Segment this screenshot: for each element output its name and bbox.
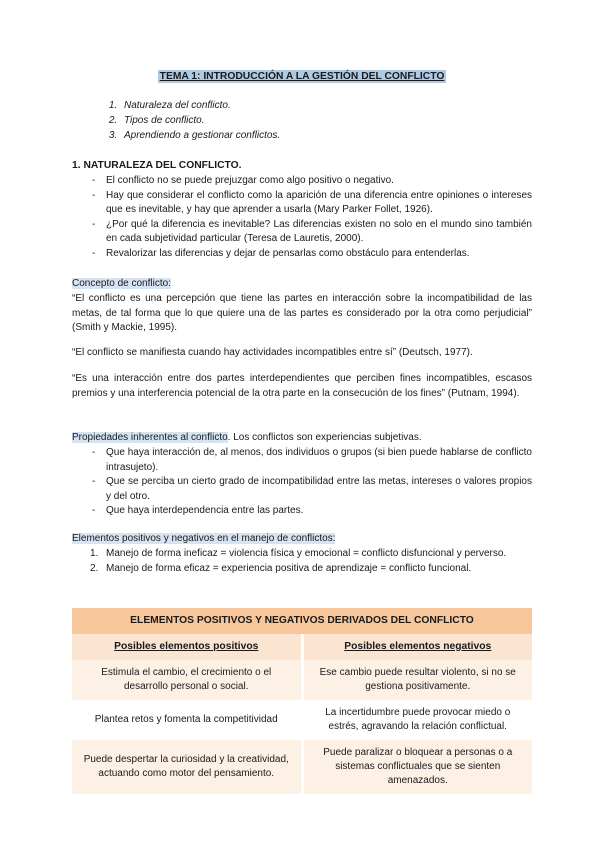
concept-label-line — [72, 277, 532, 292]
list-item: - El conflicto no se puede prejuzgar como algo positivo o negativo. — [72, 174, 532, 189]
table-cell: Ese cambio puede resultar violento, si no se gestiona positivamente. — [302, 660, 532, 700]
index-item: 1. Naturaleza del conflicto. — [120, 98, 280, 113]
list-item: - Que se perciba un cierto grado de incompatibilidad entre las metas, intereses o valores propios y del otro. — [72, 475, 532, 504]
document-title: TEMA 1: INTRODUCCIÓN A LA GESTIÓN DEL CONFLICTO — [159, 71, 445, 82]
nature-bullet-list — [72, 174, 532, 262]
properties-bullet-list — [72, 446, 532, 519]
column-header-positive: Posibles elementos positivos — [72, 634, 302, 660]
list-item: 2. Manejo de forma eficaz = experiencia positiva de aprendizaje = conflicto funcional. — [90, 562, 472, 574]
list-item: - Que haya interdependencia entre las partes. — [72, 504, 532, 519]
column-header-negative: Posibles elementos negativos — [302, 634, 532, 660]
elements-label-line — [72, 532, 532, 547]
properties-intro: Propiedades inherentes al conflicto. Los conflictos son experiencias subjetivas. — [72, 432, 422, 443]
list-item: - Hay que considerar el conflicto como la aparición de una diferencia entre opiniones o intereses que es inevitable, y hay que aprender a usarla (Mary Parker Follet, 1926). — [72, 189, 532, 218]
table-cell: Puede paralizar o bloquear a personas o a sistemas conflictuales que se sienten amenazados. — [302, 740, 532, 794]
properties-label: Propiedades inherentes al conflicto — [72, 432, 228, 443]
table-row — [72, 660, 532, 700]
quote-paragraph: “Es una interacción entre dos partes interdependientes que perciben fines incompatibles, escasos premios y una interferencia potencial de la otra parte en la consecución de los fines” (Putnam, 1994). — [72, 373, 532, 399]
table-subheader-row — [72, 634, 532, 660]
elements-label: Elementos positivos y negativos en el manejo de conflictos: — [72, 533, 336, 544]
table-row — [72, 740, 532, 794]
table-cell: Plantea retos y fomenta la competitividad — [72, 700, 302, 740]
list-item: - Que haya interacción de, al menos, dos individuos o grupos (si bien puede hablarse de conflicto intrasujeto). — [72, 446, 532, 475]
quote-paragraph: “El conflicto es una percepción que tiene las partes en interacción sobre la incompatibilidad de las metas, de tal forma que lo que quiere una de las partes es considerado por la otra como perjudicial” (Smith y Mackie, 1995). — [72, 293, 532, 334]
section-heading: 1. NATURALEZA DEL CONFLICTO. — [72, 160, 242, 171]
table-cell: La incertidumbre puede provocar miedo o estrés, agravando la relación conflictual. — [325, 707, 511, 732]
table-cell: Estimula el cambio, el crecimiento o el desarrollo personal o social. — [72, 660, 302, 700]
table-header-row — [72, 608, 532, 634]
index-item: 2. Tipos de conflicto. — [120, 113, 280, 128]
table-title: ELEMENTOS POSITIVOS Y NEGATIVOS DERIVADOS DEL CONFLICTO — [72, 608, 532, 634]
conflict-elements-table — [72, 608, 532, 794]
table-cell: Puede despertar la curiosidad y la creatividad, actuando como motor del pensamiento. — [72, 740, 302, 794]
table-row — [72, 700, 532, 740]
elements-numbered-list — [72, 547, 532, 576]
concept-label: Concepto de conflicto: — [72, 278, 171, 289]
quote-paragraph: “El conflicto se manifiesta cuando hay actividades incompatibles entre sí” (Deutsch, 1977). — [72, 347, 473, 358]
index-item: 3. Aprendiendo a gestionar conflictos. — [120, 128, 280, 143]
list-item: 1. Manejo de forma ineficaz = violencia física y emocional = conflicto disfuncional y perverso. — [90, 548, 507, 559]
list-item: - Revalorizar las diferencias y dejar de pensarlas como obstáculo para entenderlas. — [72, 247, 532, 262]
topic-index — [72, 98, 280, 143]
list-item: - ¿Por qué la diferencia es inevitable? Las diferencias existen no solo en el mundo sino también en cada subjetividad particular (Teresa de Lauretis, 2000). — [72, 218, 532, 247]
title-container — [72, 71, 532, 82]
